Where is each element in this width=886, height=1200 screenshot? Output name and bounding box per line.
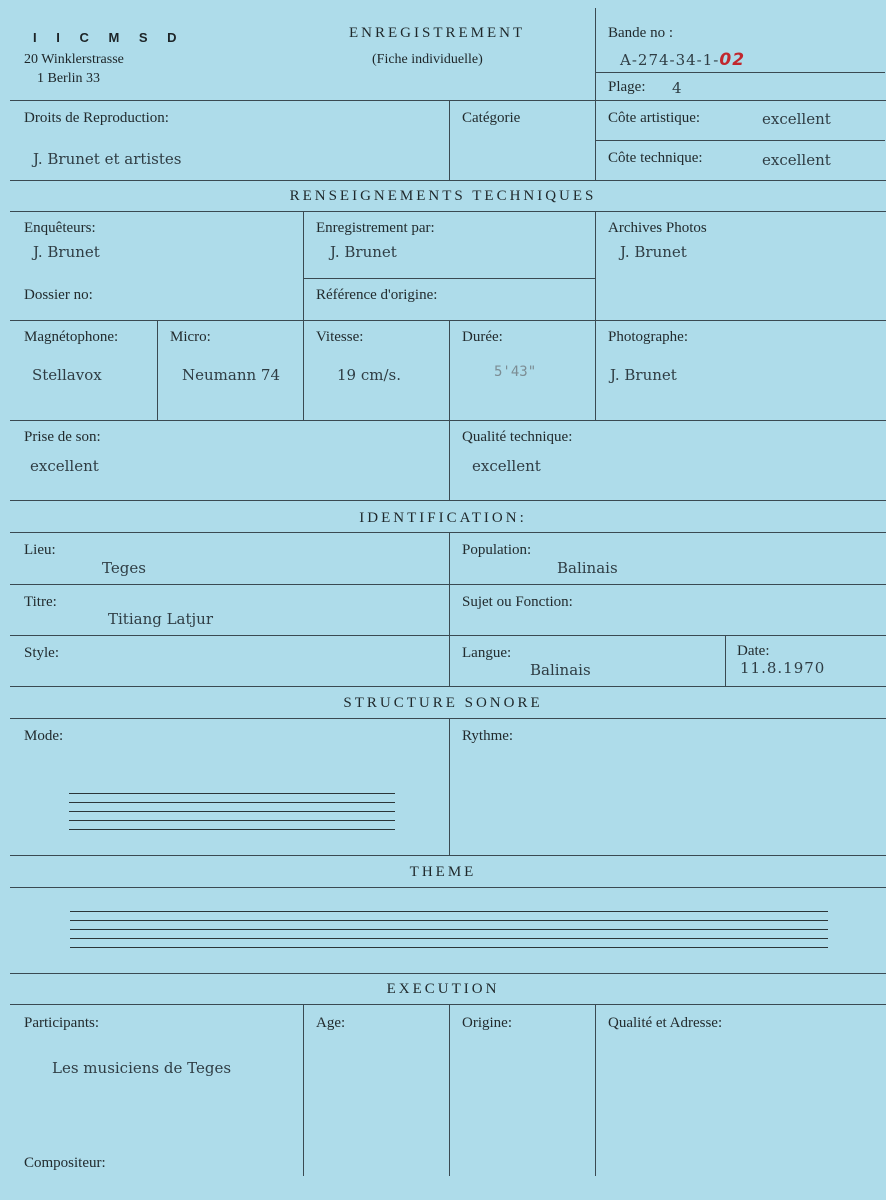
micro-label: Micro:	[170, 329, 211, 345]
cote-artistique-label: Côte artistique:	[608, 110, 701, 126]
section-identification: IDENTIFICATION:	[359, 510, 527, 526]
sujet-fonction-label: Sujet ou Fonction:	[462, 594, 573, 610]
section-execution: EXECUTION	[386, 981, 500, 997]
bande-value: A-274-34-1-02	[620, 50, 746, 70]
section-theme: THEME	[409, 864, 477, 880]
participants-value: Les musiciens de Teges	[52, 1059, 232, 1077]
vitesse-value: 19 cm/s.	[337, 366, 401, 384]
mode-label: Mode:	[24, 728, 64, 744]
titre-value: Titiang Latjur	[108, 610, 214, 628]
rythme-label: Rythme:	[462, 728, 514, 744]
cote-technique-value: excellent	[762, 151, 831, 169]
categorie-label: Catégorie	[462, 110, 521, 126]
age-label: Age:	[316, 1015, 346, 1031]
enregistrement-par-label: Enregistrement par:	[316, 220, 435, 236]
form-subtitle: (Fiche individuelle)	[372, 52, 483, 67]
qualite-technique-label: Qualité technique:	[462, 429, 573, 445]
style-label: Style:	[24, 645, 60, 661]
qualite-technique-value: excellent	[472, 457, 541, 475]
qualite-adresse-label: Qualité et Adresse:	[608, 1015, 723, 1031]
reference-origine-label: Référence d'origine:	[316, 287, 438, 303]
cote-technique-label: Côte technique:	[608, 150, 703, 166]
cote-artistique-value: excellent	[762, 110, 831, 128]
archives-photos-label: Archives Photos	[608, 220, 707, 236]
duree-label: Durée:	[462, 329, 503, 345]
participants-label: Participants:	[24, 1015, 99, 1031]
vitesse-label: Vitesse:	[316, 329, 364, 345]
enqueteurs-value: J. Brunet	[33, 243, 100, 261]
date-label: Date:	[737, 643, 770, 659]
address-line-2: 1 Berlin 33	[37, 71, 100, 86]
lieu-value: Teges	[102, 559, 146, 577]
micro-value: Neumann 74	[182, 366, 281, 384]
population-label: Population:	[462, 542, 532, 558]
prise-de-son-label: Prise de son:	[24, 429, 101, 445]
bande-label: Bande no :	[608, 25, 673, 41]
langue-label: Langue:	[462, 645, 512, 661]
origine-label: Origine:	[462, 1015, 512, 1031]
section-structure-sonore: STRUCTURE SONORE	[343, 695, 543, 711]
langue-value: Balinais	[530, 661, 591, 679]
archives-photos-value: J. Brunet	[620, 243, 687, 261]
plage-label: Plage:	[608, 79, 646, 95]
population-value: Balinais	[557, 559, 618, 577]
section-renseignements-techniques: RENSEIGNEMENTS TECHNIQUES	[289, 188, 597, 204]
compositeur-label: Compositeur:	[24, 1155, 106, 1171]
droits-label: Droits de Reproduction:	[24, 110, 169, 126]
magnetophone-value: Stellavox	[32, 366, 102, 384]
prise-de-son-value: excellent	[30, 457, 99, 475]
lieu-label: Lieu:	[24, 542, 56, 558]
enregistrement-par-value: J. Brunet	[330, 243, 397, 261]
address-line-1: 20 Winklerstrasse	[24, 52, 124, 67]
dossier-label: Dossier no:	[24, 287, 93, 303]
enqueteurs-label: Enquêteurs:	[24, 220, 96, 236]
titre-label: Titre:	[24, 594, 57, 610]
date-value: 11.8.1970	[740, 659, 826, 677]
duree-value: 5'43"	[494, 364, 537, 380]
photographe-value: J. Brunet	[610, 366, 677, 384]
plage-value: 4	[672, 79, 682, 97]
droits-value: J. Brunet et artistes	[33, 150, 182, 168]
magnetophone-label: Magnétophone:	[24, 329, 119, 345]
form-title: ENREGISTREMENT	[349, 25, 526, 41]
org-name: I I C M S D	[33, 30, 185, 45]
photographe-label: Photographe:	[608, 329, 688, 345]
bande-handwritten-suffix: 02	[719, 50, 746, 70]
